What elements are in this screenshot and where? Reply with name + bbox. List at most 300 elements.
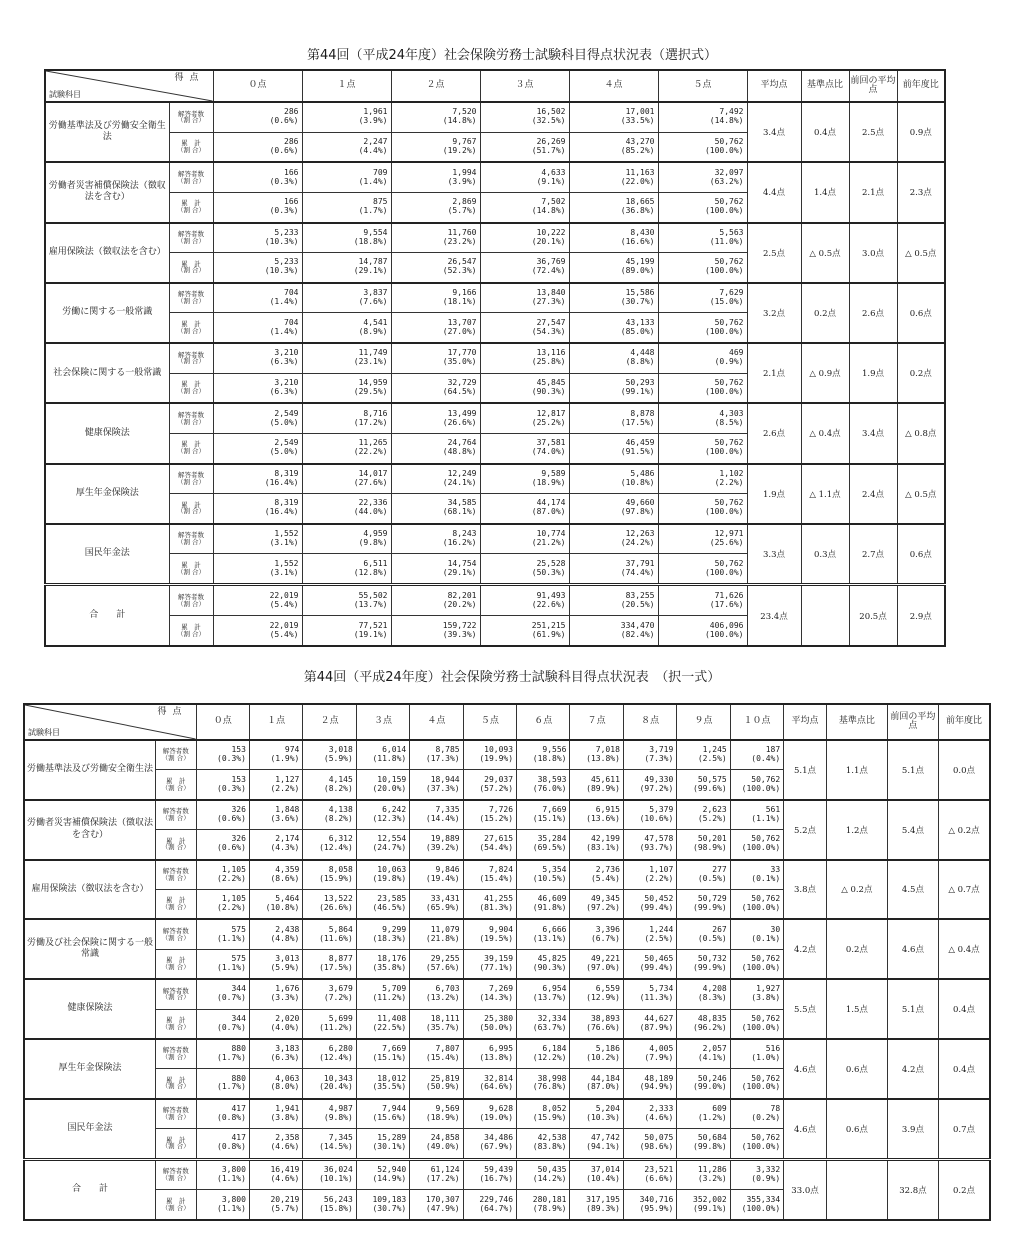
cumulative-cell: 25,380 (50.0%)	[463, 1009, 516, 1039]
stat-header: 前年度比	[897, 70, 945, 102]
stat-header: 前年度比	[939, 704, 990, 740]
average-score: 2.5点	[747, 223, 801, 283]
count-cell: 13,116 (25.8%)	[480, 343, 569, 373]
count-cell: 4,448 (8.8%)	[569, 343, 658, 373]
score-header: ７点	[570, 704, 623, 740]
count-cell: 1,552 (3.1%)	[213, 524, 302, 554]
cumulative-cell: 37,791 (74.4%)	[569, 554, 658, 585]
count-cell: 7,492 (14.8%)	[658, 102, 747, 132]
count-cell: 7,269 (14.3%)	[463, 979, 516, 1009]
count-cell: 4,987 (9.8%)	[303, 1099, 356, 1129]
year-over-year: △ 0.4点	[939, 919, 990, 979]
subject-name: 労働者災害補償保険法（徴収法を含む）	[24, 800, 155, 860]
count-cell: 82,201 (20.2%)	[391, 585, 480, 616]
cumulative-cell: 23,585 (46.5%)	[356, 889, 409, 919]
subject-name: 労働基準法及び労働安全衛生法	[24, 740, 155, 800]
cumulative-cell: 344 (0.7%)	[196, 1009, 249, 1039]
count-cell: 709 (1.4%)	[302, 162, 391, 192]
average-score: 23.4点	[747, 585, 801, 646]
count-cell: 4,633 (9.1%)	[480, 162, 569, 192]
cumulative-cell: 170,307 (47.9%)	[410, 1190, 463, 1220]
cumulative-cell: 704 (1.4%)	[213, 313, 302, 343]
count-cell: 4,959 (9.8%)	[302, 524, 391, 554]
count-cell: 4,005 (7.9%)	[623, 1039, 676, 1069]
year-over-year: 0.4点	[939, 1039, 990, 1099]
count-cell: 61,124 (17.2%)	[410, 1159, 463, 1190]
cumulative-cell: 43,270 (85.2%)	[569, 132, 658, 162]
count-cell: 8,052 (15.9%)	[517, 1099, 570, 1129]
row-label-count: 解答者数 （割 合）	[155, 1099, 196, 1129]
cumulative-cell: 32,814 (64.6%)	[463, 1069, 516, 1099]
cumulative-cell: 18,012 (35.5%)	[356, 1069, 409, 1099]
cumulative-cell: 880 (1.7%)	[196, 1069, 249, 1099]
count-cell: 153 (0.3%)	[196, 740, 249, 770]
cumulative-cell: 50,762 (100.0%)	[730, 889, 783, 919]
count-cell: 7,669 (15.1%)	[517, 800, 570, 830]
row-label-count: 解答者数 （割 合）	[169, 585, 213, 616]
count-cell: 12,817 (25.2%)	[480, 403, 569, 433]
count-cell: 59,439 (16.7%)	[463, 1159, 516, 1190]
row-label-count: 解答者数 （割 合）	[155, 919, 196, 949]
count-cell: 5,233 (10.3%)	[213, 223, 302, 253]
count-cell: 8,243 (16.2%)	[391, 524, 480, 554]
cumulative-cell: 4,063 (8.0%)	[249, 1069, 302, 1099]
cumulative-cell: 38,998 (76.8%)	[517, 1069, 570, 1099]
subject-name: 国民年金法	[24, 1099, 155, 1160]
count-cell: 1,245 (2.5%)	[677, 740, 730, 770]
baseline-diff: △ 0.5点	[801, 223, 849, 283]
count-cell: 9,904 (19.5%)	[463, 919, 516, 949]
row-label-cumulative: 累 計 （割 合）	[169, 616, 213, 646]
count-cell: 1,994 (3.9%)	[391, 162, 480, 192]
count-cell: 36,024 (10.1%)	[303, 1159, 356, 1190]
cumulative-cell: 1,552 (3.1%)	[213, 554, 302, 585]
score-header: ５点	[463, 704, 516, 740]
count-cell: 5,563 (11.0%)	[658, 223, 747, 253]
count-cell: 1,927 (3.8%)	[730, 979, 783, 1009]
count-cell: 11,749 (23.1%)	[302, 343, 391, 373]
count-cell: 6,014 (11.8%)	[356, 740, 409, 770]
row-label-cumulative: 累 計 （割 合）	[169, 313, 213, 343]
count-cell: 4,303 (8.5%)	[658, 403, 747, 433]
cumulative-cell: 46,609 (91.8%)	[517, 889, 570, 919]
count-cell: 11,286 (3.2%)	[677, 1159, 730, 1190]
cumulative-cell: 286 (0.6%)	[213, 132, 302, 162]
average-score: 5.2点	[784, 800, 827, 860]
baseline-diff: 0.4点	[801, 102, 849, 162]
count-cell: 11,760 (23.2%)	[391, 223, 480, 253]
cumulative-cell: 50,762 (100.0%)	[658, 433, 747, 463]
previous-average: 20.5点	[849, 585, 897, 646]
row-label-cumulative: 累 計 （割 合）	[155, 1190, 196, 1220]
cumulative-cell: 7,345 (14.5%)	[303, 1129, 356, 1160]
subject-name: 雇用保険法（徴収法を含む）	[24, 860, 155, 920]
cumulative-cell: 15,289 (30.1%)	[356, 1129, 409, 1160]
cumulative-cell: 7,502 (14.8%)	[480, 192, 569, 222]
count-cell: 6,915 (13.6%)	[570, 800, 623, 830]
count-cell: 516 (1.0%)	[730, 1039, 783, 1069]
subject-name: 合 計	[45, 585, 169, 646]
cumulative-cell: 5,233 (10.3%)	[213, 253, 302, 283]
cumulative-cell: 56,243 (15.8%)	[303, 1190, 356, 1220]
year-over-year: 2.9点	[897, 585, 945, 646]
count-cell: 7,018 (13.8%)	[570, 740, 623, 770]
count-cell: 22,019 (5.4%)	[213, 585, 302, 616]
table1-selection-exam	[44, 69, 946, 647]
count-cell: 55,502 (13.7%)	[302, 585, 391, 616]
count-cell: 1,676 (3.3%)	[249, 979, 302, 1009]
cumulative-cell: 34,486 (67.9%)	[463, 1129, 516, 1160]
year-over-year: △ 0.5点	[897, 223, 945, 283]
cumulative-cell: 42,199 (83.1%)	[570, 830, 623, 860]
cumulative-cell: 43,133 (85.0%)	[569, 313, 658, 343]
subject-name: 労働に関する一般常識	[45, 283, 169, 343]
cumulative-cell: 417 (0.8%)	[196, 1129, 249, 1160]
cumulative-cell: 14,959 (29.5%)	[302, 373, 391, 403]
cumulative-cell: 352,002 (99.1%)	[677, 1190, 730, 1220]
count-cell: 575 (1.1%)	[196, 919, 249, 949]
count-cell: 6,280 (12.4%)	[303, 1039, 356, 1069]
count-cell: 2,549 (5.0%)	[213, 403, 302, 433]
cumulative-cell: 47,578 (93.7%)	[623, 830, 676, 860]
year-over-year: 2.3点	[897, 162, 945, 222]
count-cell: 10,063 (19.8%)	[356, 860, 409, 890]
cumulative-cell: 50,465 (99.4%)	[623, 949, 676, 979]
corner-header	[45, 70, 213, 102]
count-cell: 286 (0.6%)	[213, 102, 302, 132]
cumulative-cell: 575 (1.1%)	[196, 949, 249, 979]
cumulative-cell: 334,470 (82.4%)	[569, 616, 658, 646]
count-cell: 1,107 (2.2%)	[623, 860, 676, 890]
cumulative-cell: 29,255 (57.6%)	[410, 949, 463, 979]
count-cell: 7,335 (14.4%)	[410, 800, 463, 830]
count-cell: 1,941 (3.8%)	[249, 1099, 302, 1129]
count-cell: 3,679 (7.2%)	[303, 979, 356, 1009]
cumulative-cell: 44,174 (87.0%)	[480, 494, 569, 524]
baseline-diff: 0.6点	[826, 1099, 887, 1160]
cumulative-cell: 9,767 (19.2%)	[391, 132, 480, 162]
cumulative-cell: 42,538 (83.8%)	[517, 1129, 570, 1160]
cumulative-cell: 317,195 (89.3%)	[570, 1190, 623, 1220]
row-label-cumulative: 累 計 （割 合）	[155, 1129, 196, 1160]
count-cell: 7,520 (14.8%)	[391, 102, 480, 132]
subject-name: 国民年金法	[45, 524, 169, 585]
year-over-year: △ 0.8点	[897, 403, 945, 463]
cumulative-cell: 14,787 (29.1%)	[302, 253, 391, 283]
cumulative-cell: 6,312 (12.4%)	[303, 830, 356, 860]
count-cell: 13,499 (26.6%)	[391, 403, 480, 433]
count-cell: 6,184 (12.2%)	[517, 1039, 570, 1069]
count-cell: 10,093 (19.9%)	[463, 740, 516, 770]
count-cell: 7,944 (15.6%)	[356, 1099, 409, 1129]
average-score: 4.4点	[747, 162, 801, 222]
cumulative-cell: 32,334 (63.7%)	[517, 1009, 570, 1039]
cumulative-cell: 50,075 (98.6%)	[623, 1129, 676, 1160]
cumulative-cell: 2,247 (4.4%)	[302, 132, 391, 162]
corner-score-label: 得点	[157, 707, 188, 717]
baseline-diff: 1.4点	[801, 162, 849, 222]
corner-subject-label: 試験科目	[49, 89, 81, 99]
score-header: ５点	[658, 70, 747, 102]
row-label-count: 解答者数 （割 合）	[169, 283, 213, 313]
cumulative-cell: 22,336 (44.0%)	[302, 494, 391, 524]
previous-average: 1.9点	[849, 343, 897, 403]
baseline-diff: 1.5点	[826, 979, 887, 1039]
score-header: ４点	[410, 704, 463, 740]
count-cell: 3,837 (7.6%)	[302, 283, 391, 313]
count-cell: 6,954 (13.7%)	[517, 979, 570, 1009]
cumulative-cell: 36,769 (72.4%)	[480, 253, 569, 283]
cumulative-cell: 50,762 (100.0%)	[730, 830, 783, 860]
row-label-count: 解答者数 （割 合）	[169, 403, 213, 433]
row-label-count: 解答者数 （割 合）	[169, 464, 213, 494]
baseline-diff: 0.2点	[826, 919, 887, 979]
count-cell: 277 (0.5%)	[677, 860, 730, 890]
count-cell: 2,736 (5.4%)	[570, 860, 623, 890]
cumulative-cell: 22,019 (5.4%)	[213, 616, 302, 646]
stat-header: 平均点	[747, 70, 801, 102]
corner-score-label: 得点	[174, 73, 205, 83]
stat-header: 前回の平均点	[887, 704, 938, 740]
row-label-count: 解答者数 （割 合）	[155, 979, 196, 1009]
cumulative-cell: 109,183 (30.7%)	[356, 1190, 409, 1220]
count-cell: 33 (0.1%)	[730, 860, 783, 890]
cumulative-cell: 4,541 (8.9%)	[302, 313, 391, 343]
cumulative-cell: 49,221 (97.0%)	[570, 949, 623, 979]
count-cell: 3,396 (6.7%)	[570, 919, 623, 949]
previous-average: 2.1点	[849, 162, 897, 222]
cumulative-cell: 8,877 (17.5%)	[303, 949, 356, 979]
row-label-cumulative: 累 計 （割 合）	[169, 253, 213, 283]
cumulative-cell: 18,944 (37.3%)	[410, 770, 463, 800]
cumulative-cell: 49,345 (97.2%)	[570, 889, 623, 919]
cumulative-cell: 34,585 (68.1%)	[391, 494, 480, 524]
count-cell: 13,840 (27.3%)	[480, 283, 569, 313]
count-cell: 187 (0.4%)	[730, 740, 783, 770]
table2-title: 第44回（平成24年度）社会保険労務士試験科目得点状況表 （択一式）	[303, 670, 721, 685]
previous-average: 2.4点	[849, 464, 897, 524]
cumulative-cell: 50,452 (99.4%)	[623, 889, 676, 919]
cumulative-cell: 229,746 (64.7%)	[463, 1190, 516, 1220]
score-header: ９点	[677, 704, 730, 740]
cumulative-cell: 50,729 (99.9%)	[677, 889, 730, 919]
cumulative-cell: 13,522 (26.6%)	[303, 889, 356, 919]
average-score: 3.2点	[747, 283, 801, 343]
count-cell: 23,521 (6.6%)	[623, 1159, 676, 1190]
count-cell: 5,354 (10.5%)	[517, 860, 570, 890]
cumulative-cell: 50,762 (100.0%)	[730, 1069, 783, 1099]
count-cell: 4,359 (8.6%)	[249, 860, 302, 890]
cumulative-cell: 166 (0.3%)	[213, 192, 302, 222]
stat-header: 基準点比	[826, 704, 887, 740]
row-label-count: 解答者数 （割 合）	[169, 102, 213, 132]
count-cell: 9,589 (18.9%)	[480, 464, 569, 494]
count-cell: 6,666 (13.1%)	[517, 919, 570, 949]
cumulative-cell: 45,611 (89.9%)	[570, 770, 623, 800]
count-cell: 974 (1.9%)	[249, 740, 302, 770]
cumulative-cell: 24,858 (49.0%)	[410, 1129, 463, 1160]
cumulative-cell: 45,845 (90.3%)	[480, 373, 569, 403]
count-cell: 8,430 (16.6%)	[569, 223, 658, 253]
count-cell: 6,242 (12.3%)	[356, 800, 409, 830]
count-cell: 12,971 (25.6%)	[658, 524, 747, 554]
cumulative-cell: 50,762 (100.0%)	[658, 192, 747, 222]
year-over-year: 0.6点	[897, 524, 945, 585]
cumulative-cell: 41,255 (81.3%)	[463, 889, 516, 919]
year-over-year: 0.2点	[897, 343, 945, 403]
cumulative-cell: 10,343 (20.4%)	[303, 1069, 356, 1099]
row-label-count: 解答者数 （割 合）	[169, 524, 213, 554]
year-over-year: △ 0.2点	[939, 800, 990, 860]
average-score: 1.9点	[747, 464, 801, 524]
score-header: ０点	[213, 70, 302, 102]
score-header: ２点	[391, 70, 480, 102]
year-over-year: 0.7点	[939, 1099, 990, 1160]
subject-name: 健康保険法	[45, 403, 169, 463]
count-cell: 16,502 (32.5%)	[480, 102, 569, 132]
cumulative-cell: 50,762 (100.0%)	[658, 313, 747, 343]
subject-name: 健康保険法	[24, 979, 155, 1039]
row-label-count: 解答者数 （割 合）	[155, 1159, 196, 1190]
count-cell: 78 (0.2%)	[730, 1099, 783, 1129]
cumulative-cell: 50,762 (100.0%)	[658, 132, 747, 162]
cumulative-cell: 27,615 (54.4%)	[463, 830, 516, 860]
cumulative-cell: 48,835 (96.2%)	[677, 1009, 730, 1039]
count-cell: 50,435 (14.2%)	[517, 1159, 570, 1190]
previous-average: 5.1点	[887, 740, 938, 800]
score-header: ０点	[196, 704, 249, 740]
cumulative-cell: 32,729 (64.5%)	[391, 373, 480, 403]
cumulative-cell: 50,762 (100.0%)	[730, 1129, 783, 1160]
previous-average: 5.1点	[887, 979, 938, 1039]
cumulative-cell: 50,762 (100.0%)	[730, 949, 783, 979]
previous-average: 4.5点	[887, 860, 938, 920]
count-cell: 32,097 (63.2%)	[658, 162, 747, 192]
count-cell: 267 (0.5%)	[677, 919, 730, 949]
score-header: ４点	[569, 70, 658, 102]
count-cell: 4,208 (8.3%)	[677, 979, 730, 1009]
cumulative-cell: 50,575 (99.6%)	[677, 770, 730, 800]
row-label-count: 解答者数 （割 合）	[169, 162, 213, 192]
baseline-diff: △ 0.4点	[801, 403, 849, 463]
cumulative-cell: 3,210 (6.3%)	[213, 373, 302, 403]
cumulative-cell: 3,013 (5.9%)	[249, 949, 302, 979]
score-header: １点	[302, 70, 391, 102]
score-header: ６点	[517, 704, 570, 740]
baseline-diff: 1.2点	[826, 800, 887, 860]
previous-average: 2.5点	[849, 102, 897, 162]
previous-average: 3.0点	[849, 223, 897, 283]
count-cell: 15,586 (30.7%)	[569, 283, 658, 313]
row-label-cumulative: 累 計 （割 合）	[169, 192, 213, 222]
average-score: 3.4点	[747, 102, 801, 162]
count-cell: 3,332 (0.9%)	[730, 1159, 783, 1190]
subject-name: 労働者災害補償保険法（徴収法を含む）	[45, 162, 169, 222]
baseline-diff: △ 1.1点	[801, 464, 849, 524]
count-cell: 71,626 (17.6%)	[658, 585, 747, 616]
count-cell: 417 (0.8%)	[196, 1099, 249, 1129]
average-score: 4.6点	[784, 1099, 827, 1160]
count-cell: 1,244 (2.5%)	[623, 919, 676, 949]
average-score: 2.1点	[747, 343, 801, 403]
cumulative-cell: 50,762 (100.0%)	[658, 554, 747, 585]
cumulative-cell: 35,284 (69.5%)	[517, 830, 570, 860]
cumulative-cell: 50,246 (99.0%)	[677, 1069, 730, 1099]
average-score: 4.6点	[784, 1039, 827, 1099]
cumulative-cell: 26,269 (51.7%)	[480, 132, 569, 162]
count-cell: 7,669 (15.1%)	[356, 1039, 409, 1069]
cumulative-cell: 18,176 (35.8%)	[356, 949, 409, 979]
count-cell: 83,255 (20.5%)	[569, 585, 658, 616]
cumulative-cell: 48,189 (94.9%)	[623, 1069, 676, 1099]
score-header: ３点	[356, 704, 409, 740]
score-header: ２点	[303, 704, 356, 740]
cumulative-cell: 3,800 (1.1%)	[196, 1190, 249, 1220]
cumulative-cell: 37,581 (74.0%)	[480, 433, 569, 463]
row-label-cumulative: 累 計 （割 合）	[155, 770, 196, 800]
row-label-count: 解答者数 （割 合）	[155, 800, 196, 830]
count-cell: 37,014 (10.4%)	[570, 1159, 623, 1190]
row-label-cumulative: 累 計 （割 合）	[155, 1009, 196, 1039]
count-cell: 11,079 (21.8%)	[410, 919, 463, 949]
cumulative-cell: 33,431 (65.9%)	[410, 889, 463, 919]
baseline-diff	[801, 585, 849, 646]
count-cell: 9,846 (19.4%)	[410, 860, 463, 890]
subject-name: 雇用保険法（徴収法を含む）	[45, 223, 169, 283]
count-cell: 2,438 (4.8%)	[249, 919, 302, 949]
count-cell: 3,719 (7.3%)	[623, 740, 676, 770]
score-header: １点	[249, 704, 302, 740]
row-label-count: 解答者数 （割 合）	[169, 223, 213, 253]
cumulative-cell: 29,037 (57.2%)	[463, 770, 516, 800]
subject-name: 労働及び社会保険に関する一般常識	[24, 919, 155, 979]
average-score: 3.3点	[747, 524, 801, 585]
cumulative-cell: 44,627 (87.9%)	[623, 1009, 676, 1039]
corner-subject-label: 試験科目	[28, 727, 60, 737]
cumulative-cell: 38,593 (76.0%)	[517, 770, 570, 800]
cumulative-cell: 49,330 (97.2%)	[623, 770, 676, 800]
table2-multiple-choice-exam	[23, 703, 991, 1221]
row-label-cumulative: 累 計 （割 合）	[169, 132, 213, 162]
previous-average: 2.7点	[849, 524, 897, 585]
count-cell: 9,569 (18.9%)	[410, 1099, 463, 1129]
cumulative-cell: 27,547 (54.3%)	[480, 313, 569, 343]
corner-header	[24, 704, 196, 740]
year-over-year: △ 0.7点	[939, 860, 990, 920]
average-score: 5.1点	[784, 740, 827, 800]
cumulative-cell: 4,145 (8.2%)	[303, 770, 356, 800]
count-cell: 469 (0.9%)	[658, 343, 747, 373]
row-label-cumulative: 累 計 （割 合）	[169, 433, 213, 463]
cumulative-cell: 50,762 (100.0%)	[658, 494, 747, 524]
cumulative-cell: 159,722 (39.3%)	[391, 616, 480, 646]
count-cell: 9,554 (18.8%)	[302, 223, 391, 253]
cumulative-cell: 326 (0.6%)	[196, 830, 249, 860]
count-cell: 8,878 (17.5%)	[569, 403, 658, 433]
count-cell: 91,493 (22.6%)	[480, 585, 569, 616]
count-cell: 17,770 (35.0%)	[391, 343, 480, 373]
cumulative-cell: 18,665 (36.8%)	[569, 192, 658, 222]
count-cell: 8,319 (16.4%)	[213, 464, 302, 494]
cumulative-cell: 46,459 (91.5%)	[569, 433, 658, 463]
count-cell: 4,138 (8.2%)	[303, 800, 356, 830]
count-cell: 5,734 (11.3%)	[623, 979, 676, 1009]
cumulative-cell: 1,127 (2.2%)	[249, 770, 302, 800]
cumulative-cell: 50,762 (100.0%)	[658, 373, 747, 403]
row-label-count: 解答者数 （割 合）	[155, 860, 196, 890]
count-cell: 7,726 (15.2%)	[463, 800, 516, 830]
subject-name: 労働基準法及び労働安全衛生法	[45, 102, 169, 162]
